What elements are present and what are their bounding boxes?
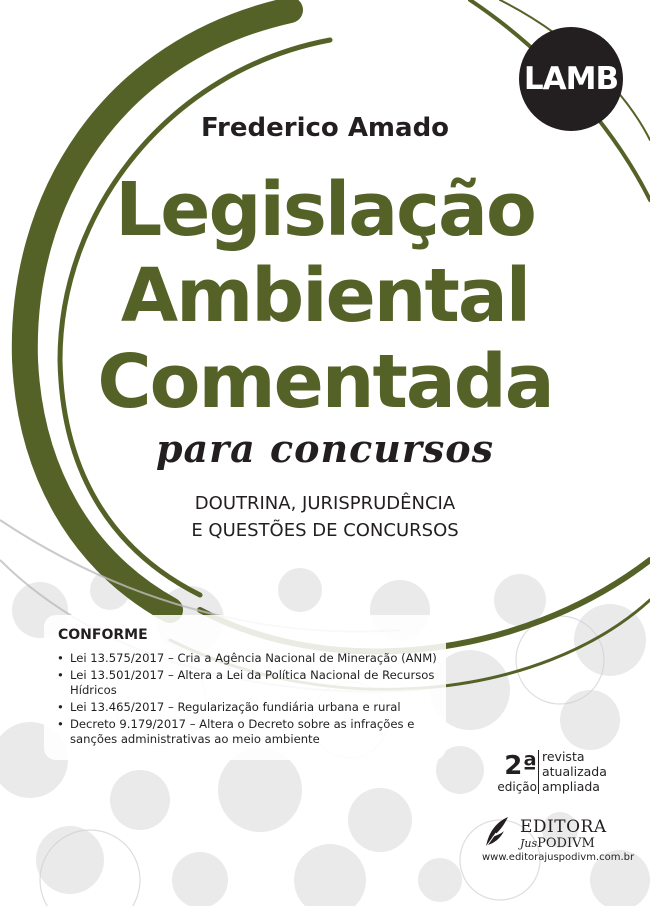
edition-number: 2ª bbox=[504, 751, 537, 781]
law-item: • Lei 13.465/2017 – Regularização fundiária urbana e rural bbox=[56, 700, 438, 715]
author-name: Frederico Amado bbox=[200, 113, 450, 143]
conforme-heading: CONFORME bbox=[58, 627, 148, 643]
edition-note: atualizada bbox=[542, 764, 607, 779]
series-badge bbox=[519, 27, 623, 131]
title-line-2: Ambiental bbox=[120, 253, 530, 339]
publisher-name: EDITORA bbox=[520, 817, 607, 837]
title-line-3: Comentada bbox=[97, 339, 553, 425]
edition-divider bbox=[538, 750, 539, 794]
tagline-line-2: E QUESTÕES DE CONCURSOS bbox=[191, 520, 459, 541]
publisher-url: www.editorajuspodivm.com.br bbox=[482, 852, 635, 863]
edition-note: revista bbox=[542, 749, 585, 764]
series-badge-label: LAMB bbox=[523, 61, 619, 97]
law-item: • Lei 13.575/2017 – Cria a Agência Nacional de Mineração (ANM) bbox=[56, 651, 438, 666]
law-list bbox=[56, 651, 438, 749]
feather-logo-icon bbox=[482, 815, 512, 849]
edition-label: edição bbox=[497, 780, 537, 794]
publisher-subname-prefix: Jus bbox=[520, 837, 538, 850]
title-line-1: Legislação bbox=[115, 167, 535, 253]
law-item: • Decreto 9.179/2017 – Altera o Decreto sobre as infrações e sanções administrativas ao meio ambiente bbox=[56, 717, 438, 747]
publisher-subname bbox=[520, 836, 595, 851]
edition-notes bbox=[542, 749, 607, 794]
edition-note: ampliada bbox=[542, 779, 600, 794]
subtitle: para concursos bbox=[155, 426, 495, 471]
tagline-line-1: DOUTRINA, JURISPRUDÊNCIA bbox=[194, 493, 456, 514]
publisher-subname-main: PODIVM bbox=[537, 836, 595, 851]
law-item: • Lei 13.501/2017 – Altera a Lei da Política Nacional de Recursos Hídricos bbox=[56, 668, 438, 698]
